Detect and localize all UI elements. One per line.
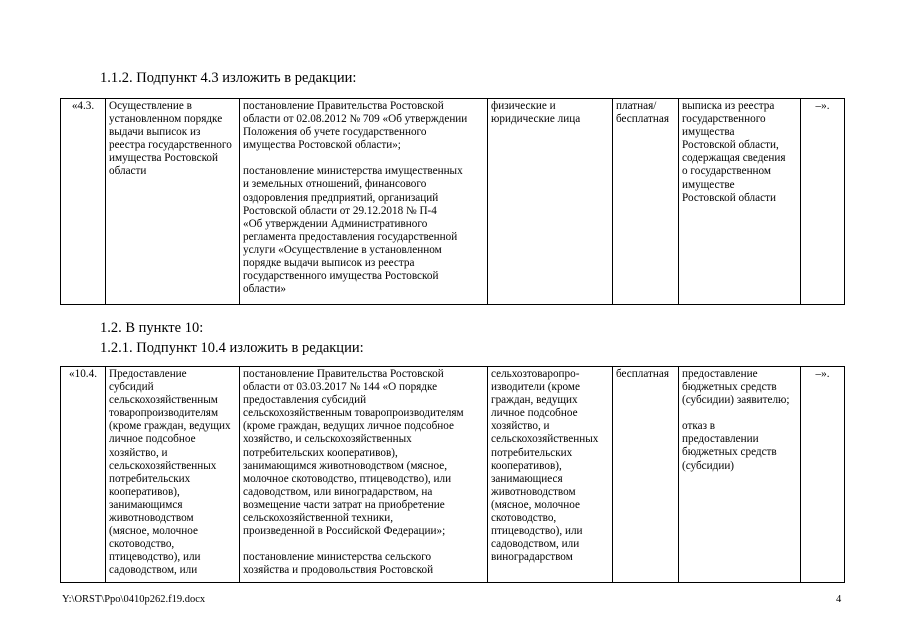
text-line: имущества Ростовской <box>109 152 219 165</box>
text-line: (субсидии) заявителю; <box>682 394 790 407</box>
text-line: виноградарством <box>491 551 573 564</box>
cell-result <box>679 367 801 583</box>
text-line: бюджетных средств <box>682 446 777 459</box>
text-line: услуги «Осуществление в установленном <box>243 243 442 256</box>
text-line: птицеводство), или <box>109 551 201 564</box>
cell-result <box>679 99 801 305</box>
text-line: хозяйства и продовольствия Ростовской <box>243 564 434 577</box>
text-line: занимающимся животноводством (мясное, <box>243 459 447 472</box>
text-line: оздоровления предприятий, организаций <box>243 191 439 204</box>
text-line: Осуществление в <box>109 100 192 112</box>
text-line: регламента предоставления государственной <box>243 230 458 243</box>
text-line: личное подсобное <box>491 407 578 420</box>
cell-number: «4.3. <box>61 99 106 305</box>
text-line: садоводством, или <box>109 564 198 577</box>
cell-end-mark: –». <box>801 367 845 583</box>
cell-legal-basis <box>240 99 488 305</box>
cell-number: «10.4. <box>61 367 106 583</box>
text-line: юридические лица <box>491 113 581 126</box>
text-line: имущества Ростовской области»; <box>243 139 401 152</box>
cell-end-mark: –». <box>801 99 845 305</box>
table-subpoint-10-4 <box>60 366 845 583</box>
text-line: субсидий <box>109 381 154 394</box>
text-line: сельскохозяйственных <box>491 433 599 446</box>
text-line: отказ в <box>682 420 716 433</box>
text-line: возмещение части затрат на приобретение <box>243 498 445 511</box>
text-line: животноводством <box>109 512 194 525</box>
footer-file-path: Y:\ORST\Ppo\0410p262.f19.docx <box>62 594 206 605</box>
text-line: и земельных отношений, финансового <box>243 178 427 191</box>
text-line: предоставлении <box>682 433 759 446</box>
text-line: порядке выдачи выписок из реестра <box>243 257 415 270</box>
text-line: садоводством, или <box>491 538 580 551</box>
text-line: сельскохозяйственной техники, <box>243 512 394 525</box>
text-line: бесплатная <box>616 368 669 380</box>
cell-service <box>106 99 240 305</box>
text-line: сельскохозяйственным <box>109 394 218 407</box>
text-line: постановление Правительства Ростовской <box>243 100 444 112</box>
text-line: изводители (кроме <box>491 381 580 394</box>
cell-payment <box>613 367 679 583</box>
text-line: (мясное, молочное <box>109 525 198 538</box>
text-line: Ростовской области от 29.12.2018 № П-4 <box>243 204 437 217</box>
heading-subpoint-4-3: 1.1.2. Подпункт 4.3 изложить в редакции: <box>100 70 357 86</box>
text-line: кооперативов), <box>109 485 180 498</box>
heading-subpoint-10-4: 1.2.1. Подпункт 10.4 изложить в редакции: <box>100 340 364 356</box>
text-line: хозяйство, и сельскохозяйственных <box>243 433 412 446</box>
text-line: потребительских <box>491 446 573 459</box>
text-line: занимающимся <box>109 498 183 511</box>
text-line: Ростовской области <box>682 191 776 204</box>
text-line: выписка из реестра <box>682 100 775 112</box>
text-line: сельскохозяйственным товаропроизводителям <box>243 407 464 420</box>
text-line: потребительских кооперативов), <box>243 446 398 459</box>
text-line: сельскохозяйственных <box>109 459 217 472</box>
text-line: постановление министерства сельского <box>243 551 432 564</box>
heading-point-10: 1.2. В пункте 10: <box>100 320 204 336</box>
text-line: выдачи выписок из <box>109 126 201 139</box>
text-line: бесплатная <box>616 113 669 126</box>
text-line: имущества <box>682 126 735 139</box>
text-line: бюджетных средств <box>682 381 777 394</box>
text-line: постановление министерства имущественных <box>243 165 463 178</box>
text-line: молочное скотоводство, птицеводство), или <box>243 472 452 485</box>
text-line: содержащая сведения <box>682 152 786 165</box>
text-line: области от 03.03.2017 № 144 «О порядке <box>243 381 438 394</box>
text-line: хозяйство, и <box>491 420 550 433</box>
text-line: области от 02.08.2012 № 709 «Об утверждении <box>243 113 468 126</box>
text-line: государственного <box>682 113 766 126</box>
table-subpoint-4-3 <box>60 98 845 305</box>
text-line: (мясное, молочное <box>491 498 580 511</box>
text-line: хозяйство, и <box>109 446 168 459</box>
text-line: предоставление <box>682 368 758 380</box>
text-line: физические и <box>491 100 556 112</box>
text-line: о государственном <box>682 165 772 178</box>
text-line: произведенной в Российской Федерации»; <box>243 525 446 538</box>
text-line: (кроме граждан, ведущих <box>109 420 231 433</box>
text-line: постановление Правительства Ростовской <box>243 368 444 380</box>
text-line: «Об утверждении Административного <box>243 217 428 230</box>
text-line: предоставления субсидий <box>243 394 367 407</box>
text-line: потребительских <box>109 472 191 485</box>
cell-service <box>106 367 240 583</box>
text-line: товаропроизводителям <box>109 407 219 420</box>
text-line: (субсидии) <box>682 459 735 472</box>
text-line: платная/ <box>616 100 657 112</box>
text-line: установленном порядке <box>109 113 223 126</box>
table-row <box>61 367 845 583</box>
table-row <box>61 99 845 305</box>
text-line: реестра государственного <box>109 139 232 152</box>
text-line: граждан, ведущих <box>491 394 578 407</box>
text-line: птицеводство), или <box>491 525 583 538</box>
footer-page-number: 4 <box>836 594 842 605</box>
text-line: сельхозтоваропро- <box>491 368 580 380</box>
text-line: животноводством <box>491 485 576 498</box>
text-line: скотоводство, <box>109 538 175 551</box>
cell-payment <box>613 99 679 305</box>
text-line: имуществе <box>682 178 735 191</box>
text-line: скотоводство, <box>491 512 557 525</box>
text-line: садоводством, или виноградарством, на <box>243 485 433 498</box>
text-line: (кроме граждан, ведущих личное подсобное <box>243 420 454 433</box>
text-line: кооперативов), <box>491 459 562 472</box>
text-line: области» <box>243 283 286 296</box>
cell-recipients <box>488 367 613 583</box>
text-line: области <box>109 165 147 178</box>
text-line: Ростовской области, <box>682 139 779 152</box>
cell-recipients <box>488 99 613 305</box>
text-line: Положения об учете государственного <box>243 126 427 139</box>
cell-legal-basis <box>240 367 488 583</box>
text-line: государственного имущества Ростовской <box>243 270 439 283</box>
text-line: Предоставление <box>109 368 187 380</box>
text-line: занимающиеся <box>491 472 563 485</box>
text-line: личное подсобное <box>109 433 196 446</box>
